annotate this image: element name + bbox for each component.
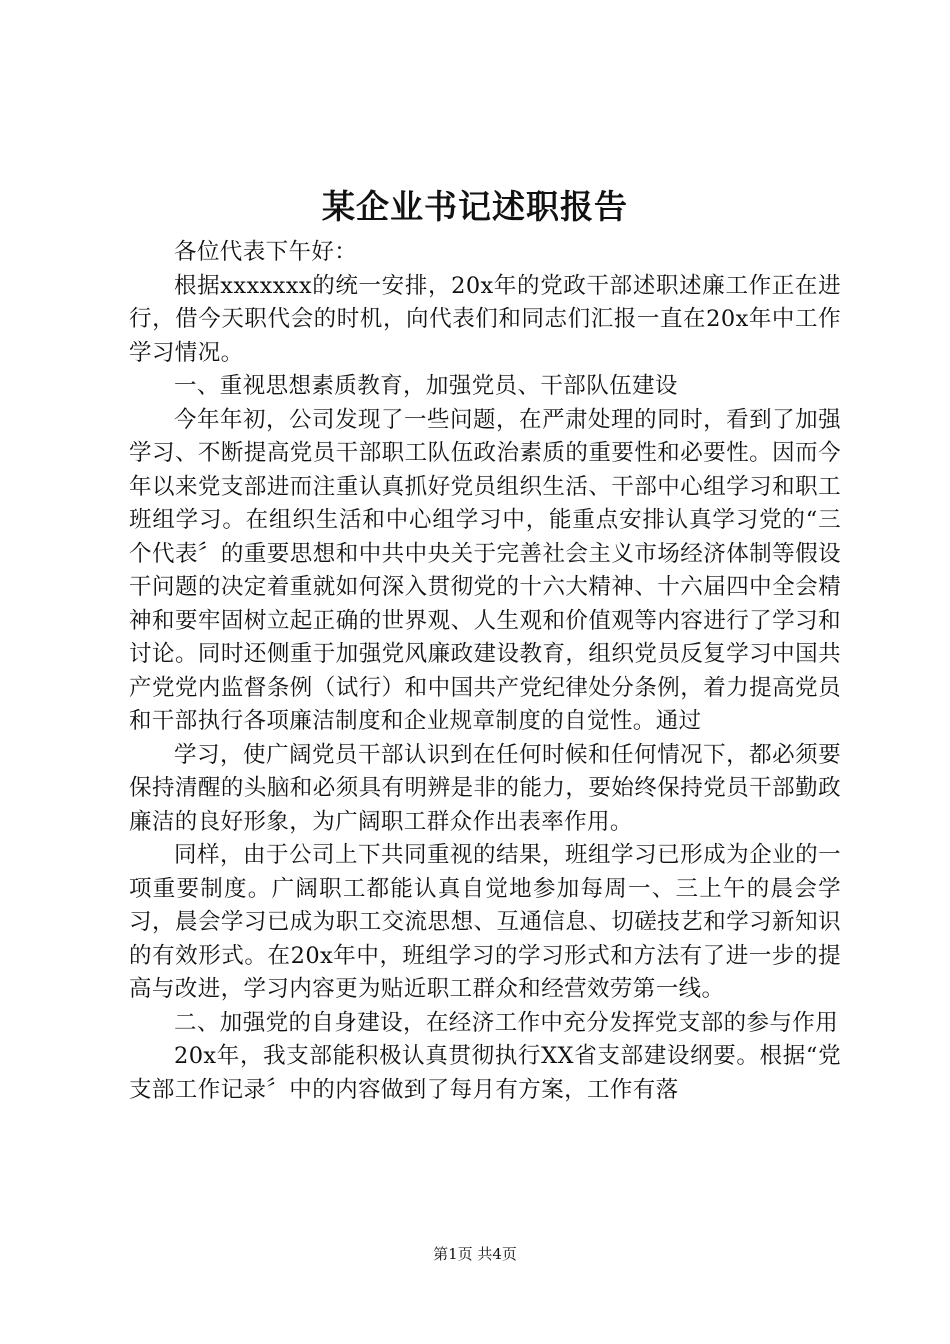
paragraph-section-1-body: 今年年初，公司发现了一些问题，在严肃处理的同时，看到了加强学习、不断提高党员干部职工队伍政治素质的重要性和必要性。因而今年以来党支部进而注重认真抓好党员组织生活、干部中心组学习和职工班组学习。在组织生活和中心组学习中，能重点安排认真学习党的“三个代表〞的重要思想和中共中央关于完善社会主义市场经济体制等假设干问题的决定着重就如何深入贯彻党的十六大精神、十六届四中全会精神和要牢固树立起正确的世界观、人生观和价值观等内容进行了学习和讨论。同时还侧重于加强党风廉政建设教育，组织党员反复学习中国共产党党内监督条例（试行）和中国共产党纪律处分条例，着力提高党员和干部执行各项廉洁制度和企业规章制度的自觉性。通过 xyxy=(129,406,841,734)
document-title: 某企业书记述职报告 xyxy=(322,187,628,226)
section-heading-2: 二、加强党的自身建设，在经济工作中充分发挥党支部的参与作用 xyxy=(174,1009,839,1036)
paragraph-section-2-body: 20x年，我支部能积极认真贯彻执行XX省支部建设纲要。根据“党支部工作记录〞中的内容做到了每月有方案，工作有落 xyxy=(129,1043,841,1103)
section-heading-1: 一、重视思想素质教育，加强党员、干部队伍建设 xyxy=(174,373,678,399)
paragraph-team-study: 同样，由于公司上下共同重视的结果，班组学习已形成为企业的一项重要制度。广阔职工都能认真自觉地参加每周一、三上午的晨会学习，晨会学习已成为职工交流思想、互通信息、切磋技艺和学习新知识的有效形式。在20x年中，班组学习的学习形式和方法有了进一步的提高与改进，学习内容更为贴近职工群众和经营效劳第一线。 xyxy=(129,842,841,1002)
paragraph-section-1-cont: 学习，使广阔党员干部认识到在任何时候和任何情况下，都必须要保持清醒的头脑和必须具有明辨是非的能力，要始终保持党员干部勤政廉洁的良好形象，为广阔职工群众作出表率作用。 xyxy=(129,741,841,835)
paragraph-intro: 根据xxxxxxx的统一安排，20x年的党政干部述职述廉工作正在进行，借今天职代会的时机，向代表们和同志们汇报一直在20x年中工作学习情况。 xyxy=(129,272,841,366)
paragraph-greeting: 各位代表下午好： xyxy=(174,239,358,265)
page-number-footer: 第1页 共4页 xyxy=(433,1245,517,1263)
document-body xyxy=(129,236,841,1107)
